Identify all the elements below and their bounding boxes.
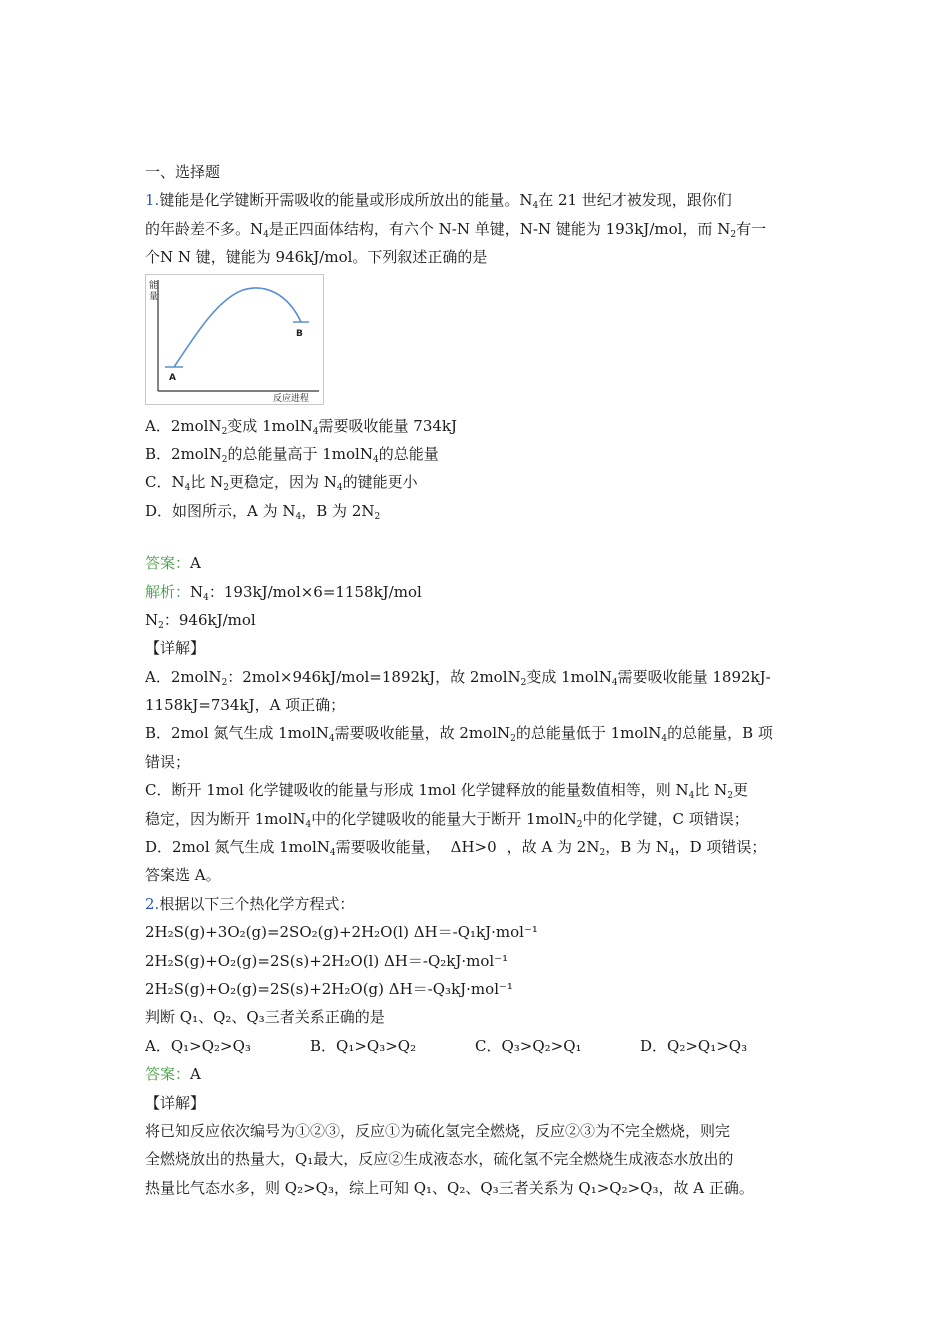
label-b: B (296, 328, 303, 339)
q2-options (145, 1032, 810, 1060)
document-page (145, 158, 810, 1202)
energy-diagram (145, 274, 325, 406)
q1-detail-a-1: A．2molN$_2$：2mol×946kJ/mol=1892kJ，故 2molN$_2$变成 1molN$_4$需要吸收能量 1892kJ- (145, 667, 771, 688)
delta-h-formula: ΔH>0 (450, 838, 497, 857)
q2-stem: 2.根据以下三个热化学方程式： (145, 894, 355, 913)
q1-analysis-1: 解析：$N_4$：193kJ/mol×6=1158kJ/mol (145, 582, 422, 603)
q2-option-a: A．Q₁>Q₂>Q₃ (145, 1036, 251, 1055)
q1-final-answer: 答案选 A。 (145, 866, 221, 885)
x-label: 反应进程 (273, 393, 310, 404)
y-label-1: 能 (149, 280, 159, 291)
q2-answer: 答案：A (145, 1065, 201, 1084)
q1-stem-line-1: 1.键能是化学键断开需吸收的能量或形成所放出的能量。$N_4$在 21 世纪才被发现，跟你们 (145, 191, 732, 212)
q2-equation-3: 2H₂S(g)+O₂(g)=2S(s)+2H₂O(g) ΔH＝-Q₃kJ·mol⁻¹ (145, 979, 513, 998)
q1-stem-line-3: 个N N 键，键能为 946kJ/mol。下列叙述正确的是 (145, 248, 488, 267)
q2-equation-1: 2H₂S(g)+3O₂(g)=2SO₂(g)+2H₂O(l) ΔH＝-Q₁kJ·mol⁻¹ (145, 923, 538, 942)
q1-option-b: B．2molN$_2$的总能量高于 1molN$_4$的总能量 (145, 444, 439, 465)
section-title: 一、选择题 (145, 163, 221, 181)
q1-answer: 答案：A (145, 554, 201, 573)
q1-detail-d: D．2mol 氮气生成 1molN$_4$需要吸收能量， ΔH>0 ，故 A 为 $2N_2$，B 为 $N_4$，D 项错误； (145, 838, 767, 859)
q1-detail-c-1: C．断开 1mol 化学键吸收的能量与形成 1mol 化学键释放的能量数值相等，则 $N_4$比 $N_2$更 (145, 781, 749, 802)
q1-detail-c-2: 稳定，因为断开 1molN$_4$中的化学键吸收的能量大于断开 1molN$_2$中的化学键，C 项错误； (145, 809, 749, 830)
q1-stem-line-2: 的年龄差不多。$N_4$是正四面体结构，有六个 N-N 单键，N-N 键能为 193kJ/mol，而 $N_2$有一 (145, 219, 767, 240)
q1-number: 1. (145, 191, 160, 210)
q1-detail-a-2: 1158kJ=734kJ，A 项正确； (145, 696, 346, 715)
q2-number: 2. (145, 894, 160, 913)
q2-explanation-1: 将已知反应依次编号为①②③，反应①为硫化氢完全燃烧，反应②③为不完全燃烧，则完 (145, 1121, 731, 1140)
q2-judge: 判断 Q₁、Q₂、Q₃三者关系正确的是 (145, 1008, 385, 1027)
energy-diagram-svg (145, 274, 325, 406)
label-a: A (169, 372, 176, 383)
q2-explanation-3: 热量比气态水多，则 Q₂>Q₃，综上可知 Q₁、Q₂、Q₃三者关系为 Q₁>Q₂>Q₃，故 A 正确。 (145, 1178, 754, 1197)
q1-detail-b-2: 错误； (145, 752, 191, 771)
q2-option-b: B．Q₁>Q₃>Q₂ (310, 1036, 417, 1055)
q2-option-d: D．Q₂>Q₁>Q₃ (640, 1036, 748, 1055)
q2-option-c: C．Q₃>Q₂>Q₁ (475, 1036, 582, 1055)
q2-equation-2: 2H₂S(g)+O₂(g)=2S(s)+2H₂O(l) ΔH＝-Q₂kJ·mol⁻¹ (145, 951, 509, 970)
q1-detail-heading: 【详解】 (145, 639, 206, 658)
q1-option-a: A．2molN$_2$变成 1molN$_4$需要吸收能量 734kJ (145, 416, 458, 437)
q1-detail-b-1: B．2mol 氮气生成 1molN$_4$需要吸收能量，故 2molN$_2$的总能量低于 1molN$_4$的总能量，B 项 (145, 724, 773, 745)
q2-explanation-2: 全燃烧放出的热量大，Q₁最大，反应②生成液态水，硫化氢不完全燃烧生成液态水放出的 (145, 1150, 734, 1169)
q1-option-c: C．$N_4$比 $N_2$更稳定，因为 $N_4$的键能更小 (145, 473, 418, 494)
q1-option-d: D．如图所示，A 为 $N_4$，B 为 $2N_2$ (145, 501, 381, 522)
q2-detail-heading: 【详解】 (145, 1093, 206, 1112)
y-label-2: 量 (149, 291, 159, 302)
q1-analysis-2: $N_2$：946kJ/mol (145, 610, 256, 631)
